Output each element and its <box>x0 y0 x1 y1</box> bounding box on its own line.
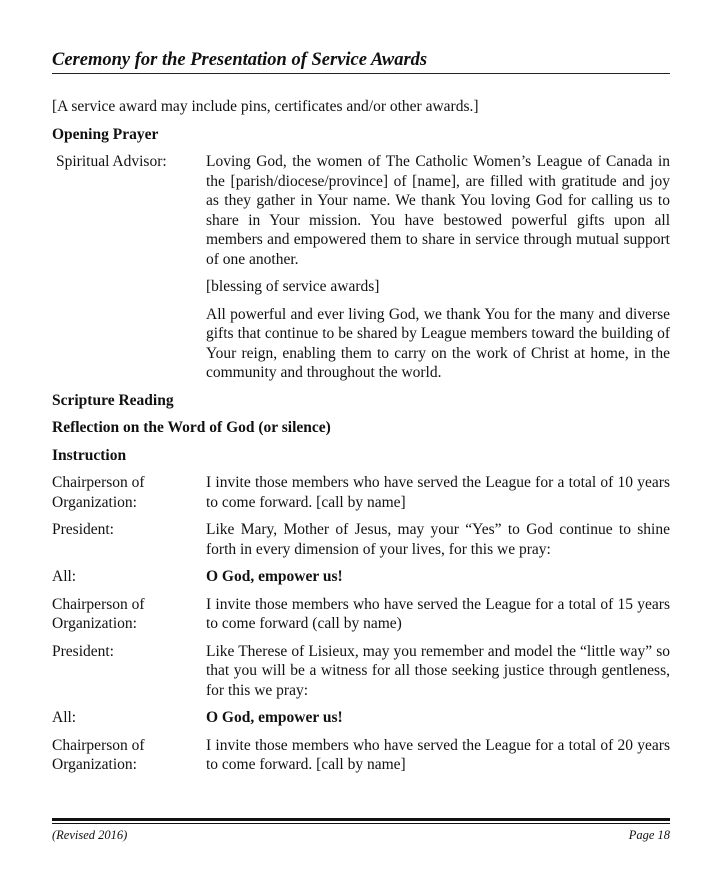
revision-note: (Revised 2016) <box>52 828 128 842</box>
blessing-note: [blessing of service awards] <box>206 278 380 295</box>
dialogue-text: I invite those members who have served the League for a total of 15 years to come forward (call by name) <box>206 595 670 632</box>
response-text: O God, empower us! <box>206 568 343 585</box>
dialogue-row <box>52 642 670 701</box>
dialogue-row <box>52 595 670 634</box>
speaker-label: Chairperson of Organization: <box>52 595 145 632</box>
dialogue-text: I invite those members who have served the League for a total of 10 years to come forward. [call by name] <box>206 474 670 511</box>
dialogue-text: I invite those members who have served the League for a total of 20 years to come forward. [call by name] <box>206 736 670 773</box>
speaker-label: Chairperson of Organization: <box>52 474 145 511</box>
page-title: Ceremony for the Presentation of Service Awards <box>52 50 428 70</box>
speaker-label: President: <box>52 521 114 538</box>
prayer-text: Loving God, the women of The Catholic Women’s League of Canada in the [parish/diocese/province] of [name], are filled with gratitude and joy as they gather in Your name. We thank You loving God for calling us to share in Your mission. You have bestowed powerful gifts upon all members and empowered them to share in service through mutual support of one another. <box>206 153 670 268</box>
document-body <box>52 97 670 783</box>
dialogue-row <box>52 567 670 587</box>
closing-prayer-text: All powerful and ever living God, we thank You for the many and diverse gifts that continue to be shared by League members toward the building of Your reign, enabling them to carry on the work of Christ at home, in the community and throughout the world. <box>206 305 670 381</box>
speaker-label: All: <box>52 709 77 726</box>
dialogue-row <box>52 473 670 512</box>
dialogue-row <box>52 520 670 559</box>
footer-divider-thick <box>52 818 670 821</box>
speaker-label: All: <box>52 568 77 585</box>
dialogue-text: Like Mary, Mother of Jesus, may your “Yes” to God continue to shine forth in every dimension of your lives, for this we pray: <box>206 521 670 558</box>
response-text: O God, empower us! <box>206 709 343 726</box>
header-divider <box>52 73 670 74</box>
opening-prayer-row <box>52 152 670 269</box>
speaker-label: Spiritual Advisor: <box>56 153 167 170</box>
speaker-label: President: <box>52 642 114 660</box>
speaker-label: Chairperson of Organization: <box>52 736 145 773</box>
footer-divider-thin <box>52 823 670 824</box>
dialogue-text: Like Therese of Lisieux, may you remember and model the “little way” so that you will be a witness for all those seeking justice through gentleness, for this we pray: <box>206 642 670 699</box>
opening-prayer-heading: Opening Prayer <box>52 125 159 143</box>
intro-note: [A service award may include pins, certificates and/or other awards.] <box>52 98 479 115</box>
page-number: Page 18 <box>628 828 670 842</box>
reflection-heading: Reflection on the Word of God (or silence) <box>52 419 331 436</box>
instruction-heading: Instruction <box>52 446 127 464</box>
dialogue-row <box>52 736 670 775</box>
instruction-list <box>52 473 670 775</box>
dialogue-row <box>52 708 670 728</box>
scripture-reading-heading: Scripture Reading <box>52 391 174 409</box>
